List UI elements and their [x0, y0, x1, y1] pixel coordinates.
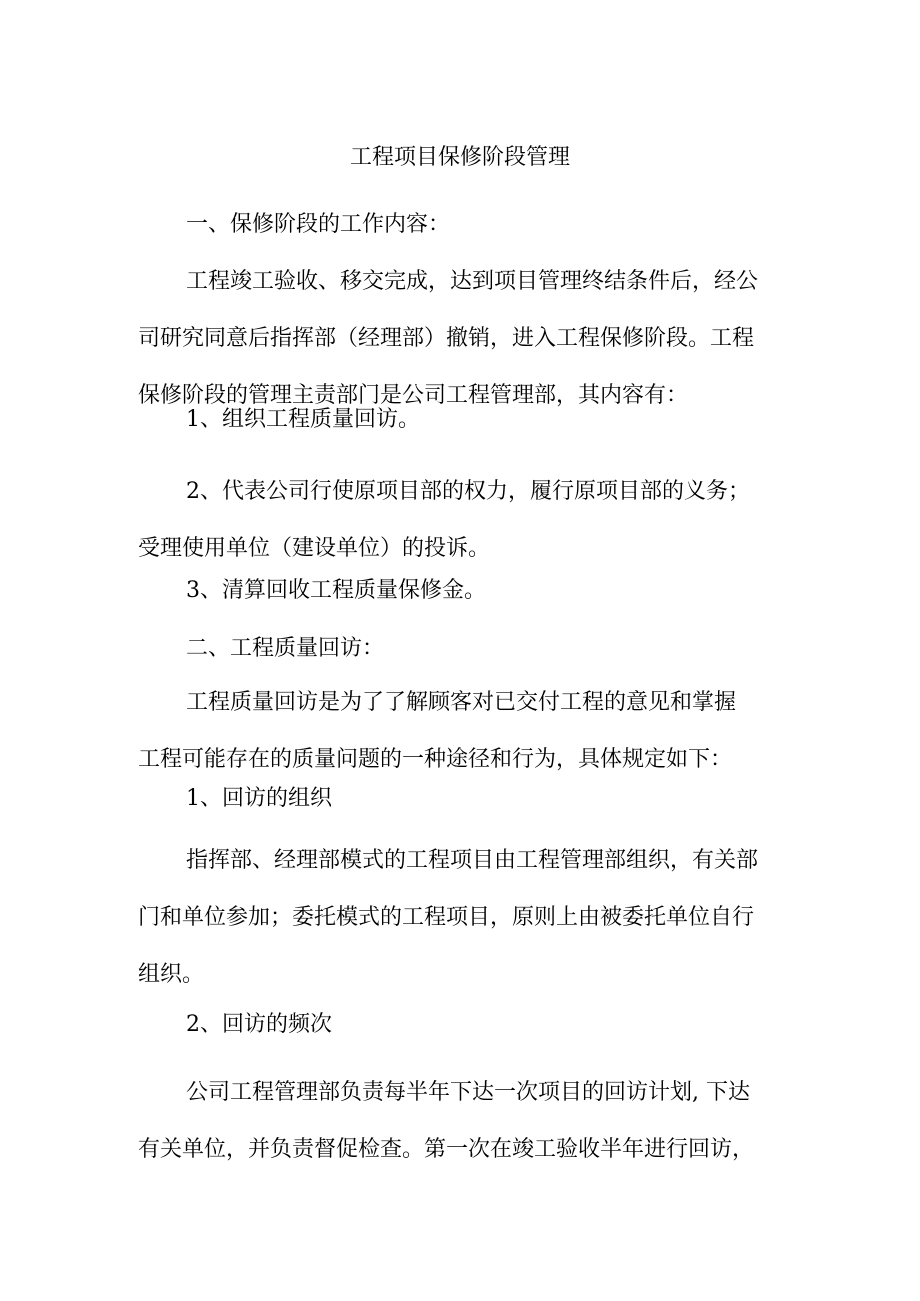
list-item-2-line-1: 2、代表公司行使原项目部的权力，履行原项目部的义务；: [186, 479, 750, 504]
section-heading-1: 一、保修阶段的工作内容：: [186, 212, 451, 237]
subsection-heading-1: 1、回访的组织: [186, 786, 332, 811]
paragraph-4-line-1: 公司工程管理部负责每半年下达一次项目的回访计划, 下达: [186, 1080, 750, 1105]
paragraph-3-line-2: 门和单位参加；委托模式的工程项目，原则上由被委托单位自行: [138, 905, 755, 930]
paragraph-1-line-3: 保修阶段的管理主责部门是公司工程管理部，其内容有：: [138, 383, 689, 408]
paragraph-3: [138, 832, 788, 1003]
list-item-2: [138, 463, 788, 577]
list-item-3: 3、清算回收工程质量保修金。: [186, 578, 486, 603]
paragraph-2-line-1: 工程质量回访是为了了解顾客对已交付工程的意见和掌握: [186, 690, 737, 715]
document-title: 工程项目保修阶段管理: [349, 145, 570, 170]
paragraph-2: [138, 674, 788, 788]
subsection-heading-2: 2、回访的频次: [186, 1012, 332, 1037]
paragraph-1-line-1: 工程竣工验收、移交完成，达到项目管理终结条件后，经公: [186, 269, 759, 294]
paragraph-4-line-2: 有关单位，并负责督促检查。第一次在竣工验收半年进行回访，: [138, 1137, 755, 1162]
section-heading-2: 二、工程质量回访：: [186, 636, 385, 661]
paragraph-1-line-2: 司研究同意后指挥部（经理部）撤销，进入工程保修阶段。工程: [138, 326, 755, 351]
paragraph-4: [138, 1064, 788, 1178]
paragraph-3-line-3: 组织。: [138, 962, 205, 987]
list-item-2-line-2: 受理使用单位（建设单位）的投诉。: [138, 536, 491, 561]
paragraph-2-line-2: 工程可能存在的质量问题的一种途径和行为，具体规定如下：: [138, 747, 733, 772]
paragraph-3-line-1: 指挥部、经理部模式的工程项目由工程管理部组织，有关部: [186, 848, 759, 873]
paragraph-1: [138, 253, 788, 424]
list-item-1: 1、组织工程质量回访。: [186, 407, 420, 432]
